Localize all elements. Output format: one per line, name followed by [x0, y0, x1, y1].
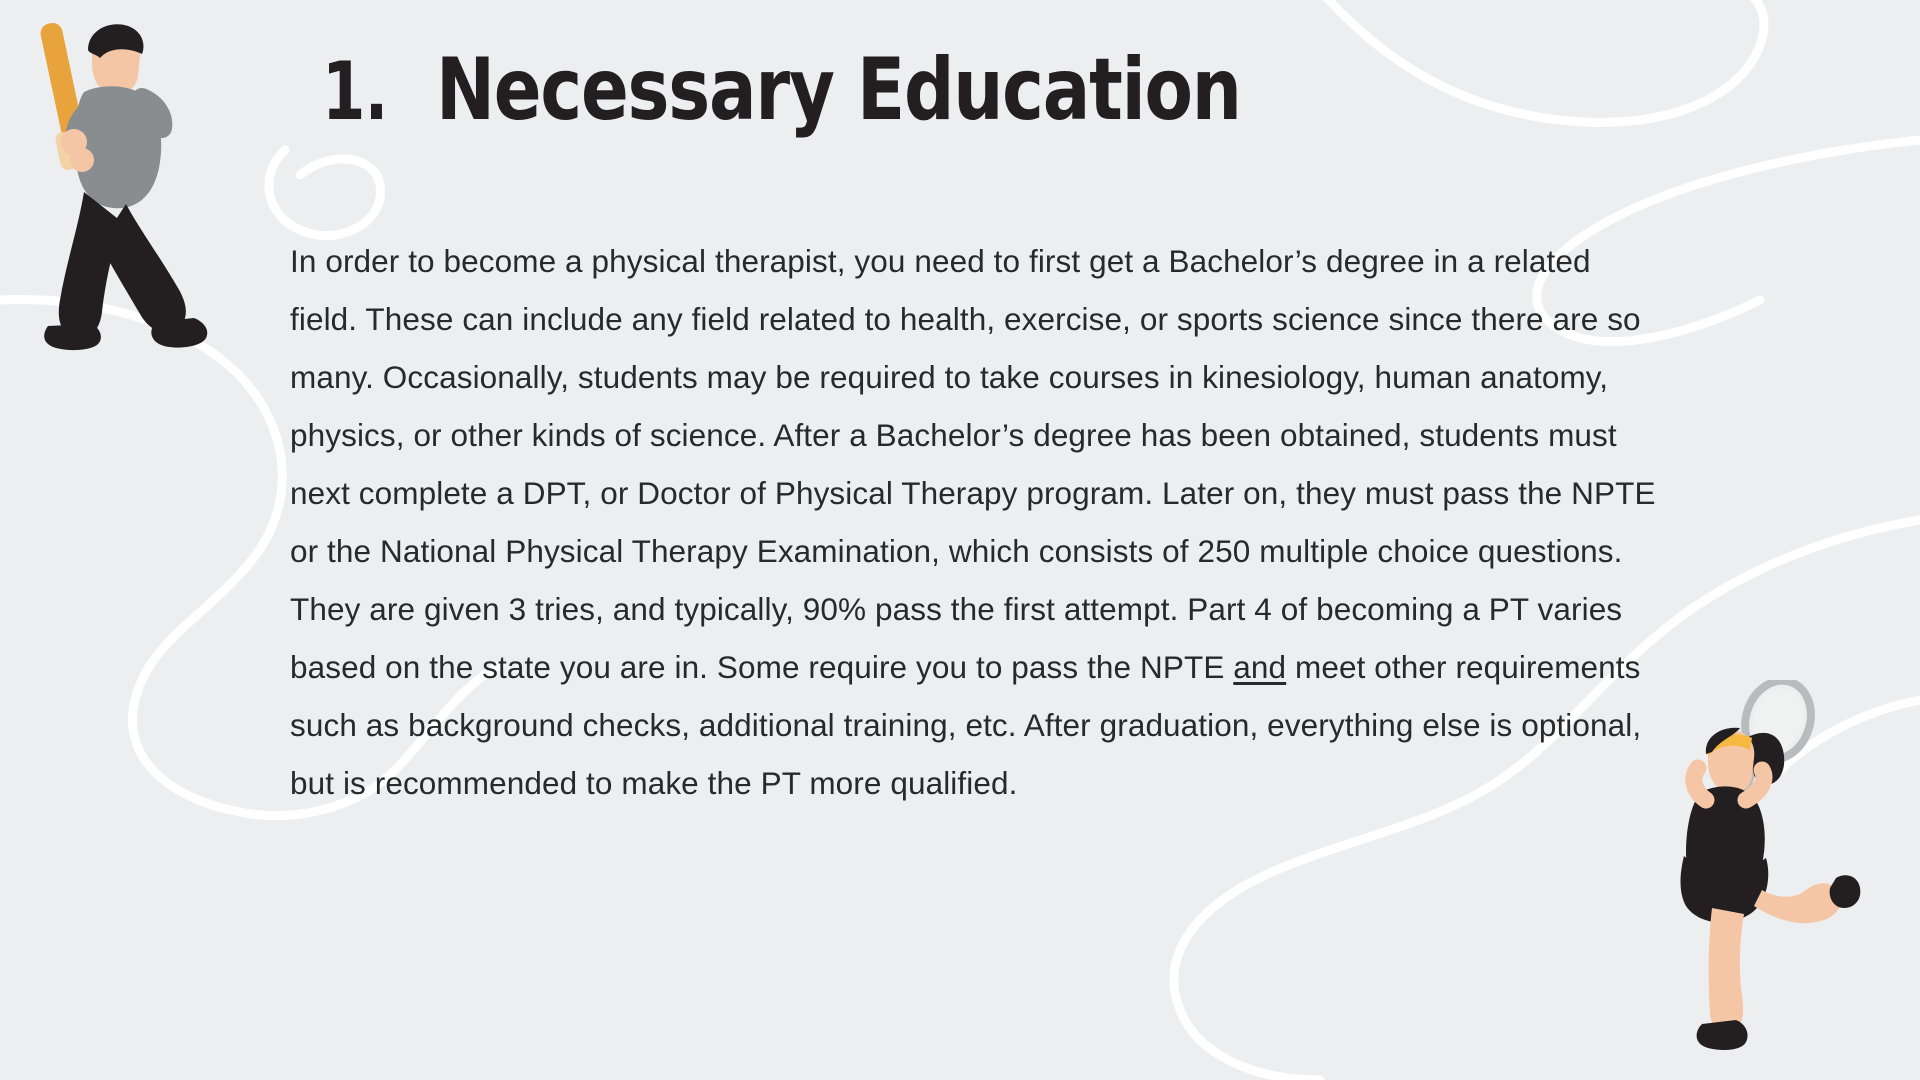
baseball-batter-illustration: [22, 14, 252, 414]
body-text-emphasis: and: [1233, 649, 1287, 685]
title-text: Necessary Education: [436, 40, 1241, 140]
body-paragraph: [290, 232, 1665, 812]
body-text-part-1: In order to become a physical therapist, you need to first get a Bachelor’s degree in a related field. These can include any field related to health, exercise, or sports science since there are so many. Occasionally, students may be required to take courses in kinesiology, human anatomy, physics, or other kinds of science. After a Bachelor’s degree has been obtained, students must next complete a DPT, or Doctor of Physical Therapy program. Later on, they must pass the NPTE or the National Physical Therapy Examination, which consists of 250 multiple choice questions. They are given 3 tries, and typically, 90% pass the first attempt. Part 4 of becoming a PT varies based on the state you are in. Some require you to pass the NPTE: [290, 243, 1656, 685]
title-number: 1.: [322, 45, 388, 138]
tennis-player-illustration: [1650, 680, 1900, 1080]
slide-title: [322, 40, 1417, 140]
body-text-part-2: meet other requirements such as background checks, additional training, etc. After graduation, everything else is optional, but is recommended to make the PT more qualified.: [290, 649, 1642, 801]
